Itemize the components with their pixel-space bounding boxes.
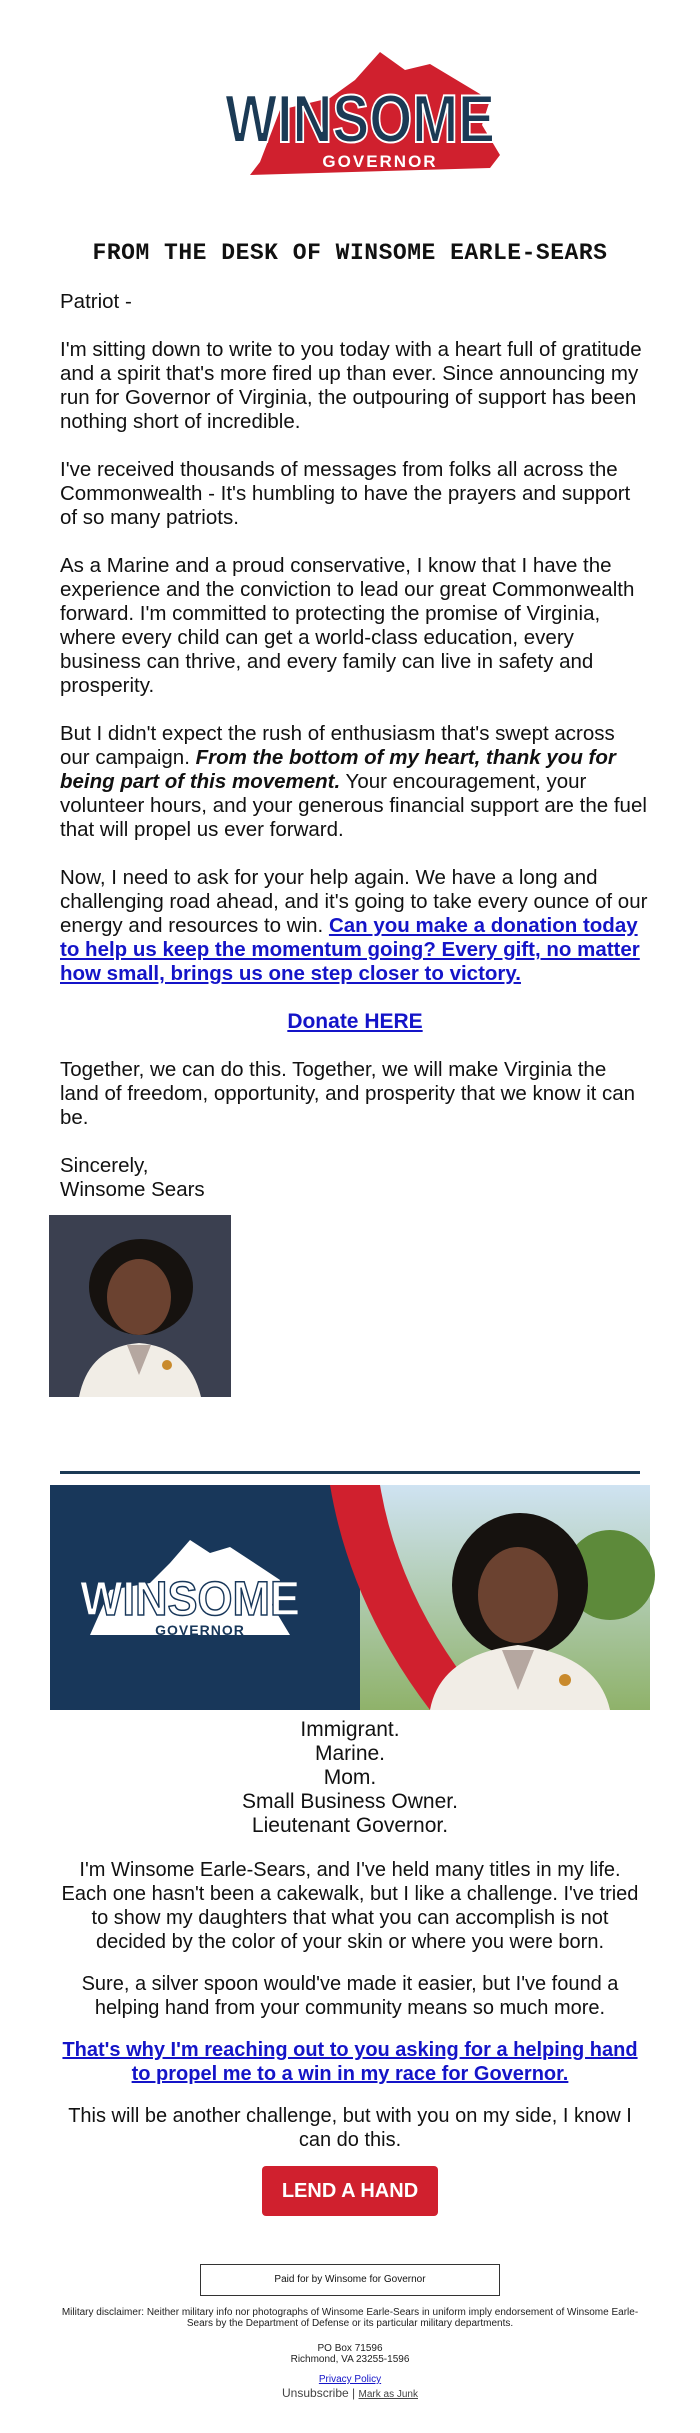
letter-body: [60, 290, 650, 1226]
unsubscribe-link[interactable]: Unsubscribe: [282, 2386, 349, 2400]
paragraph: I'm sitting down to write to you today with a heart full of gratitude and a spirit that's more fired up than ever. Since announcing my run for Governor of Virginia, the outpouring of support has been nothing short of incredible.: [60, 338, 642, 433]
svg-text:WINSOME: WINSOME: [225, 81, 495, 157]
svg-text:GOVERNOR: GOVERNOR: [155, 1622, 245, 1638]
signature-name: Winsome Sears: [60, 1178, 205, 1201]
paragraph: Sure, a silver spoon would've made it easier, but I've found a helping hand from your community means so much more.: [81, 1973, 619, 2019]
title-item: Lieutenant Governor.: [251, 1814, 449, 1837]
paragraph: Together, we can do this. Together, we will make Virginia the land of freedom, opportunity, and prosperity that we know it can be.: [60, 1058, 636, 1129]
paragraph: But I didn't expect the rush of enthusiasm that's swept across our campaign. From the bottom of my heart, thank you for being part of this movement. Your encouragement, your volunteer hours, and your generous financial support are the fuel that will propel us ever forward.: [60, 722, 647, 841]
military-disclaimer: Military disclaimer: Neither military info nor photographs of Winsome Earle-Sears in uniform imply endorsement of Winsome Earle-Sears by the Department of Defense or its particular military departments.: [61, 2307, 639, 2329]
unsubscribe-row: Unsubscribe | Mark as Junk: [282, 2386, 418, 2400]
closing: Sincerely,: [60, 1154, 149, 1177]
paid-for-box: Paid for by Winsome for Governor: [200, 2264, 500, 2296]
portrait-photo: [49, 1215, 231, 1397]
paragraph: I've received thousands of messages from folks all across the Commonwealth - It's humbling to have the prayers and support of so many patriots.: [60, 458, 631, 529]
lend-a-hand-button[interactable]: LEND A HAND: [262, 2166, 438, 2216]
donation-link[interactable]: Can you make a donation today to help us keep the momentum going? Every gift, no matter how small, brings us one step closer to victory.: [60, 914, 640, 985]
titles-list: [0, 1718, 700, 1838]
privacy-policy-link[interactable]: Privacy Policy: [318, 2374, 382, 2385]
winsome-governor-logo: [220, 50, 505, 185]
section-divider: [60, 1471, 640, 1474]
title-item: Marine.: [314, 1742, 386, 1765]
title-item: Immigrant.: [300, 1718, 400, 1741]
paragraph: Now, I need to ask for your help again. We have a long and challenging road ahead, and it's going to take every ounce of our energy and resources to win. Can you make a donation today to help us keep the momentum going? Every gift, no matter how small, brings us one step closer to victory.: [60, 866, 648, 985]
desk-title: FROM THE DESK OF WINSOME EARLE-SEARS: [92, 240, 608, 266]
greeting: Patriot -: [60, 290, 132, 313]
svg-text:WINSOME: WINSOME: [80, 1573, 300, 1626]
address-line-2: Richmond, VA 23255-1596: [290, 2354, 410, 2365]
address-line-1: PO Box 71596: [317, 2343, 383, 2354]
helping-hand-link[interactable]: That's why I'm reaching out to you asking for a helping hand to propel me to a win in my race for Governor.: [62, 2039, 638, 2085]
paragraph: I'm Winsome Earle-Sears, and I've held many titles in my life. Each one hasn't been a cakewalk, but I like a challenge. I've tried to show my daughters that what you can accomplish is not decided by the color of your skin or where you were born.: [61, 1859, 639, 1953]
emphasis-text: From the bottom of my heart, thank you for being part of this movement.: [60, 746, 616, 793]
donate-here-link[interactable]: Donate HERE: [287, 1010, 423, 1033]
appeal-section: [60, 1858, 640, 2170]
campaign-banner: [50, 1485, 650, 1710]
title-item: Small Business Owner.: [242, 1790, 458, 1813]
paragraph: As a Marine and a proud conservative, I know that I have the experience and the conviction to lead our great Commonwealth forward. I'm committed to protecting the promise of Virginia, where every child can get a world-class education, every business can thrive, and every family can live in safety and prosperity.: [60, 554, 635, 697]
svg-text:GOVERNOR: GOVERNOR: [322, 152, 438, 171]
paragraph: This will be another challenge, but with you on my side, I know I can do this.: [68, 2105, 632, 2151]
title-item: Mom.: [323, 1766, 377, 1789]
mark-as-junk-link[interactable]: Mark as Junk: [358, 2389, 418, 2400]
